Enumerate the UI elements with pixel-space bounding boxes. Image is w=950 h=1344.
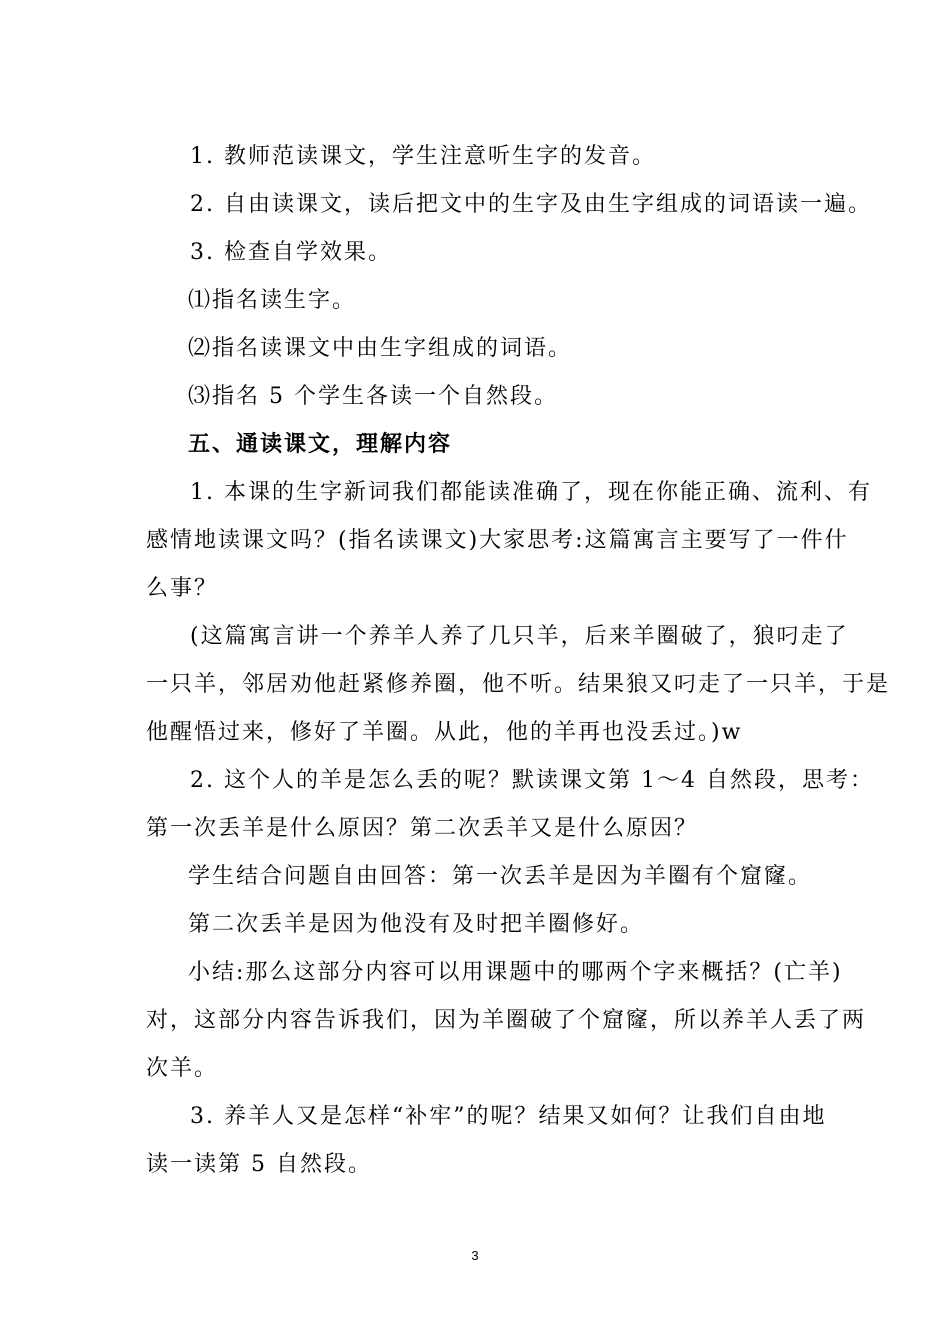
paragraph-line: 第一次丢羊是什么原因？第二次丢羊又是什么原因？ xyxy=(146,816,699,841)
paragraph-line: (这篇寓言讲一个养羊人养了几只羊，后来羊圈破了，狼叼走了 xyxy=(190,624,849,649)
substep-1-text: ⑴指名读生字。 xyxy=(188,288,357,313)
paragraph-line: 感情地读课文吗？(指名读课文)大家思考:这篇寓言主要写了一件什 xyxy=(146,528,849,553)
substep-3-text: ⑶指名 5 个学生各读一个自然段。 xyxy=(188,384,558,409)
step-3-text: 3. 检查自学效果。 xyxy=(190,240,392,265)
paragraph-line: 3. 养羊人又是怎样“补牢”的呢？结果又如何？让我们自由地 xyxy=(190,1104,827,1129)
paragraph-line: 学生结合问题自由回答：第一次丢羊是因为羊圈有个窟窿。 xyxy=(188,864,813,889)
summary-line: 小结:那么这部分内容可以用课题中的哪两个字来概括？(亡羊) xyxy=(188,960,843,985)
summary-line: 次羊。 xyxy=(146,1056,219,1081)
summary-line: 对，这部分内容告诉我们，因为羊圈破了个窟窿，所以养羊人丢了两 xyxy=(146,1008,867,1033)
section-heading: 五、通读课文，理解内容 xyxy=(188,432,453,457)
paragraph-line: 读一读第 5 自然段。 xyxy=(146,1152,372,1177)
paragraph-line: 2. 这个人的羊是怎么丢的呢？默读课文第 1～4 自然段，思考： xyxy=(190,768,874,793)
step-1-text: 1. 教师范读课文，学生注意听生字的发音。 xyxy=(190,144,656,169)
paragraph-line: 么事？ xyxy=(146,576,219,601)
paragraph-line: 第二次丢羊是因为他没有及时把羊圈修好。 xyxy=(188,912,645,937)
step-2-text: 2. 自由读课文，读后把文中的生字及由生字组成的词语读一遍。 xyxy=(190,192,872,217)
paragraph-line: 一只羊，邻居劝他赶紧修养圈，他不听。结果狼又叼走了一只羊，于是 xyxy=(146,672,891,697)
paragraph-line: 1. 本课的生字新词我们都能读准确了，现在你能正确、流利、有 xyxy=(190,480,872,505)
page-number: 3 xyxy=(471,1248,479,1263)
substep-2-text: ⑵指名读课文中由生字组成的词语。 xyxy=(188,336,573,361)
paragraph-line: 他醒悟过来，修好了羊圈。从此，他的羊再也没丢过。)w xyxy=(146,720,743,745)
